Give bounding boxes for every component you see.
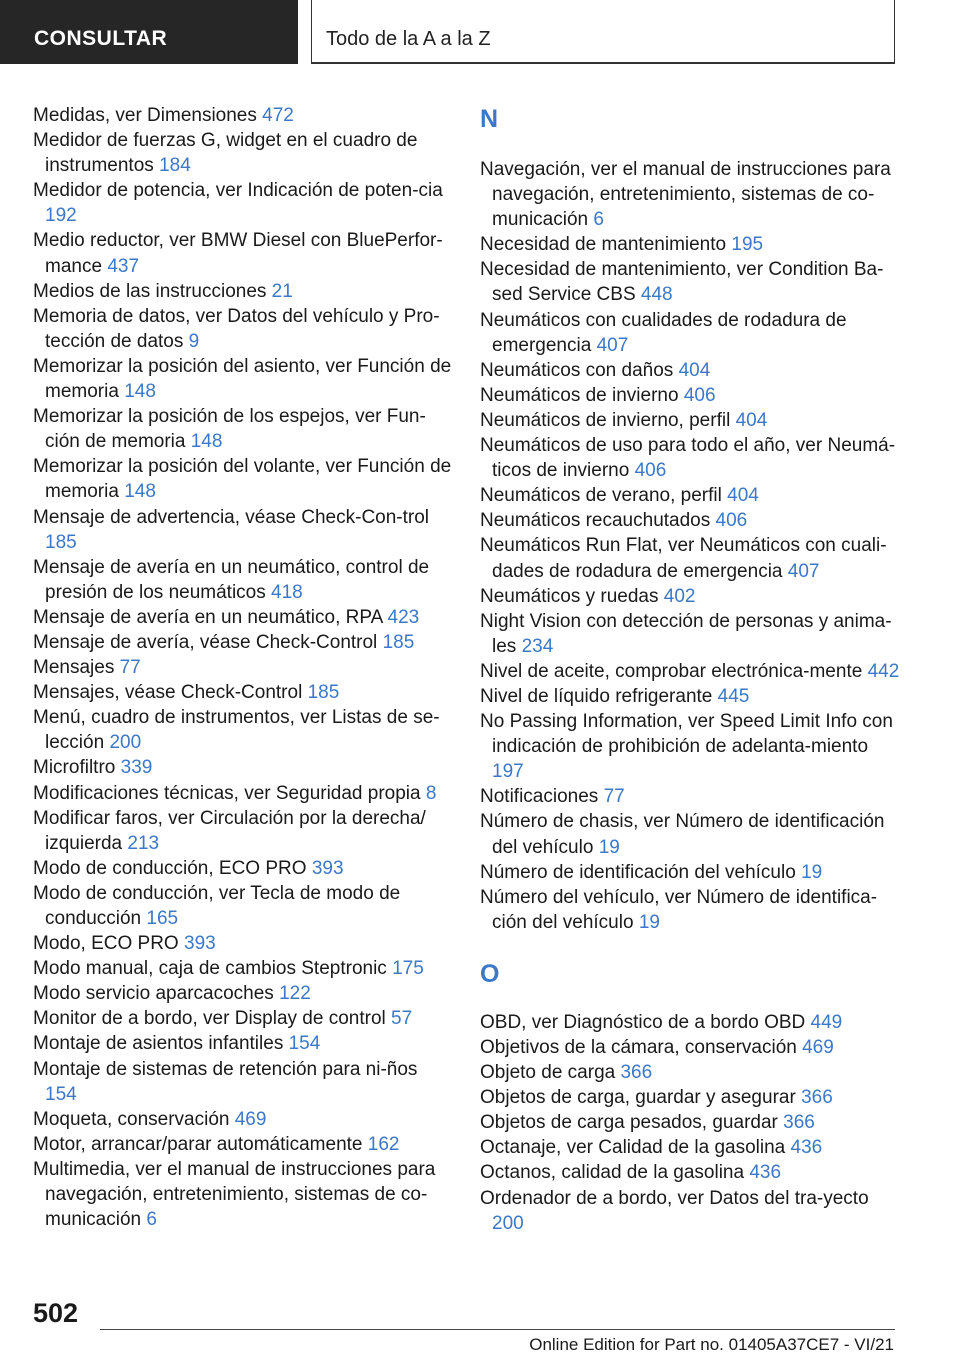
- page-reference-link[interactable]: 192: [45, 205, 77, 227]
- chapter-title: Todo de la A a la Z: [311, 0, 895, 64]
- entry-text: Objeto de carga: [480, 1062, 616, 1084]
- page-reference-link[interactable]: 234: [521, 635, 554, 657]
- index-entry: [480, 483, 900, 508]
- page-reference-link[interactable]: 404: [678, 359, 711, 381]
- index-entry: [480, 1135, 900, 1160]
- page-reference-link[interactable]: 6: [593, 209, 604, 231]
- entry-text: Modo de conducción, ECO PRO: [33, 857, 307, 879]
- index-entry: [480, 659, 900, 684]
- index-entry: [33, 1157, 453, 1232]
- page-reference-link[interactable]: 469: [234, 1108, 267, 1130]
- index-entry: [33, 505, 453, 555]
- index-column-right: [480, 103, 900, 1236]
- entry-text: Objetos de carga pesados, guardar: [480, 1112, 778, 1134]
- index-entry: [480, 1035, 900, 1060]
- index-entry: [480, 1010, 900, 1035]
- index-entry: [480, 508, 900, 533]
- entry-text: Neumáticos con daños: [480, 359, 674, 381]
- page-reference-link[interactable]: 148: [124, 381, 156, 403]
- entry-text: Medidas, ver Dimensiones: [33, 105, 257, 126]
- index-entry: [33, 605, 453, 630]
- page-reference-link[interactable]: 19: [801, 861, 823, 883]
- entry-text: Modo de conducción, ver Tecla de modo de conducción: [33, 882, 401, 929]
- index-entry: [480, 408, 900, 433]
- page-header: [0, 0, 960, 66]
- page-reference-link[interactable]: 449: [810, 1011, 843, 1033]
- entry-text: Memorizar la posición del volante, ver Función de memoria: [33, 456, 452, 503]
- index-entry: [480, 257, 900, 307]
- page-reference-link[interactable]: 175: [392, 958, 424, 980]
- entry-text: No Passing Information, ver Speed Limit Info con indicación de prohibición de adelanta‐miento: [480, 711, 893, 758]
- page-reference-link[interactable]: 185: [45, 531, 77, 553]
- section-tab[interactable]: CONSULTAR: [0, 0, 298, 64]
- entry-text: Memorizar la posición del asiento, ver Función de memoria: [33, 355, 452, 403]
- entry-text: Mensaje de avería en un neumático, RPA: [33, 606, 383, 628]
- index-entry: [480, 157, 900, 232]
- section-letter-o: O: [480, 959, 500, 988]
- entry-text: Mensaje de avería, véase Check-Control: [33, 631, 378, 653]
- page-reference-link[interactable]: 407: [596, 334, 629, 356]
- index-entry: [33, 755, 453, 780]
- index-column-left: [33, 103, 453, 1232]
- page-reference-link[interactable]: 406: [715, 510, 748, 532]
- page-reference-link[interactable]: 366: [783, 1112, 815, 1134]
- entry-text: Ordenador de a bordo, ver Datos del tra‐yecto: [480, 1187, 869, 1209]
- page-reference-link[interactable]: 437: [107, 255, 140, 277]
- entry-text: Mensaje de avería en un neumático, control de presión de los neumáticos: [33, 556, 430, 603]
- page-reference-link[interactable]: 213: [127, 832, 160, 854]
- index-entry: [480, 885, 900, 935]
- index-entry: [33, 781, 453, 806]
- entry-text: Montaje de asientos infantiles: [33, 1033, 284, 1055]
- entry-text: Modo manual, caja de cambios Steptronic: [33, 958, 387, 980]
- page-reference-link[interactable]: 19: [598, 836, 620, 858]
- page-reference-link[interactable]: 165: [146, 908, 179, 929]
- entry-text: Memorizar la posición de los espejos, ver Fun‐ción de memoria: [33, 406, 426, 453]
- index-entry: [480, 1160, 900, 1185]
- entry-text: Night Vision con detección de personas y anima‐les: [480, 610, 892, 657]
- index-entry: [33, 1057, 453, 1107]
- index-entry: [480, 1085, 900, 1110]
- page-reference-link[interactable]: 9: [188, 330, 200, 352]
- index-entry: [33, 279, 453, 304]
- page-reference-link[interactable]: 407: [787, 560, 820, 582]
- page-reference-link[interactable]: 200: [492, 1212, 524, 1234]
- index-entry: [33, 806, 453, 856]
- page-reference-link[interactable]: 393: [311, 857, 344, 879]
- index-entry: [480, 1110, 900, 1135]
- index-entry: [33, 655, 453, 680]
- index-list-o: [480, 1010, 900, 1236]
- index-entry: [33, 1031, 453, 1056]
- entry-text: Número de chasis, ver Número de identificación del vehículo: [480, 811, 885, 858]
- index-entry: [33, 680, 453, 705]
- index-entry: [480, 860, 900, 885]
- page-reference-link[interactable]: 200: [109, 732, 142, 754]
- edition-note: Online Edition for Part no. 01405A37CE7 - VI/21: [529, 1335, 894, 1354]
- entry-text: Mensaje de advertencia, véase Check-Con‐trol: [33, 506, 430, 528]
- index-list-m: [33, 103, 453, 1232]
- index-entry: [480, 232, 900, 257]
- index-entry: [33, 1132, 453, 1157]
- index-entry: [33, 856, 453, 881]
- index-entry: [480, 709, 900, 784]
- page-reference-link[interactable]: 21: [271, 280, 293, 302]
- entry-text: Neumáticos recauchutados: [480, 510, 711, 532]
- page-reference-link[interactable]: 77: [603, 786, 625, 808]
- entry-text: Notificaciones: [480, 786, 599, 808]
- page-reference-link[interactable]: 184: [159, 155, 191, 177]
- index-entry: [33, 705, 453, 755]
- entry-text: Neumáticos y ruedas: [480, 585, 659, 607]
- entry-text: Necesidad de mantenimiento: [480, 234, 727, 256]
- index-entry: [33, 404, 453, 454]
- entry-text: Neumáticos de invierno, perfil: [480, 409, 731, 431]
- index-entry: [480, 584, 900, 609]
- index-entry: [480, 684, 900, 709]
- page-reference-link[interactable]: 436: [749, 1162, 782, 1184]
- index-entry: [33, 1006, 453, 1031]
- index-entry: [480, 308, 900, 358]
- entry-text: Necesidad de mantenimiento, ver Condition Ba‐sed Service CBS: [480, 259, 884, 306]
- index-entry: [33, 103, 453, 128]
- entry-text: Mensajes, véase Check-Control: [33, 682, 303, 704]
- entry-text: Neumáticos de uso para todo el año, ver Neumá‐ticos de invierno: [480, 435, 896, 482]
- page-reference-link[interactable]: 8: [425, 782, 437, 804]
- page-reference-link[interactable]: 19: [638, 911, 660, 933]
- page-reference-link[interactable]: 148: [190, 431, 223, 453]
- index-entry: [33, 1107, 453, 1132]
- page-reference-link[interactable]: 402: [663, 585, 696, 607]
- index-entry: [480, 1060, 900, 1085]
- index-entry: [480, 809, 900, 859]
- entry-text: Neumáticos Run Flat, ver Neumáticos con cuali‐dades de rodadura de emergencia: [480, 535, 887, 582]
- entry-text: Neumáticos de invierno: [480, 384, 679, 406]
- page-reference-link[interactable]: 404: [727, 485, 759, 507]
- entry-text: Microfiltro: [33, 757, 116, 779]
- entry-text: OBD, ver Diagnóstico de a bordo OBD: [480, 1011, 806, 1033]
- section-letter-n: N: [480, 105, 499, 133]
- index-entry: [480, 358, 900, 383]
- entry-text: Objetos de carga, guardar y asegurar: [480, 1087, 796, 1109]
- index-entry: [33, 956, 453, 981]
- index-entry: [33, 354, 453, 404]
- page-reference-link[interactable]: 6: [146, 1209, 157, 1231]
- page-reference-link[interactable]: 162: [367, 1133, 400, 1155]
- entry-text: Octanaje, ver Calidad de la gasolina: [480, 1137, 786, 1159]
- index-section-n: [480, 103, 900, 935]
- entry-text: Mensajes: [33, 657, 115, 679]
- footer-divider: [100, 1329, 895, 1330]
- page-reference-link[interactable]: 418: [271, 581, 303, 603]
- entry-text: Medio reductor, ver BMW Diesel con BluePerfor‐mance: [33, 230, 443, 277]
- index-entry: [33, 128, 453, 178]
- index-entry: [33, 630, 453, 655]
- page-reference-link[interactable]: 406: [634, 460, 667, 482]
- index-list-n: [480, 157, 900, 935]
- page-reference-link[interactable]: 404: [735, 409, 768, 431]
- index-entry: [33, 981, 453, 1006]
- index-entry: [33, 454, 453, 504]
- page-reference-link[interactable]: 154: [45, 1083, 77, 1105]
- page-reference-link[interactable]: 148: [124, 481, 156, 503]
- index-entry: [480, 784, 900, 809]
- index-entry: [33, 881, 453, 931]
- entry-text: Monitor de a bordo, ver Display de control: [33, 1008, 386, 1030]
- entry-text: Neumáticos con cualidades de rodadura de emergencia: [480, 309, 847, 356]
- entry-text: Número del vehículo, ver Número de identifica‐ción del vehículo: [480, 886, 878, 933]
- page-reference-link[interactable]: 185: [307, 682, 340, 704]
- entry-text: Número de identificación del vehículo: [480, 861, 796, 883]
- entry-text: Multimedia, ver el manual de instrucciones para navegación, entretenimiento, sistemas de co‐municación: [33, 1158, 436, 1231]
- index-entry: [480, 609, 900, 659]
- entry-text: Memoria de datos, ver Datos del vehículo y Pro‐tección de datos: [33, 305, 440, 352]
- entry-text: Octanos, calidad de la gasolina: [480, 1162, 745, 1184]
- page-reference-link[interactable]: 423: [387, 606, 420, 628]
- index-section-o: [480, 958, 900, 1236]
- page-reference-link[interactable]: 436: [790, 1137, 823, 1159]
- index-entry: [480, 433, 900, 483]
- entry-text: Menú, cuadro de instrumentos, ver Listas de se‐lección: [33, 707, 440, 754]
- entry-text: Medios de las instrucciones: [33, 280, 267, 302]
- page-reference-link[interactable]: 339: [120, 757, 153, 779]
- entry-text: Modificar faros, ver Circulación por la derecha/ izquierda: [33, 807, 426, 854]
- index-entry: [480, 1186, 900, 1236]
- entry-text: Medidor de fuerzas G, widget en el cuadro de instrumentos: [33, 130, 418, 177]
- entry-text: Modo, ECO PRO: [33, 933, 179, 955]
- entry-text: Medidor de potencia, ver Indicación de poten‐cia: [33, 180, 443, 202]
- index-entry: [480, 533, 900, 583]
- page-reference-link[interactable]: 185: [382, 631, 415, 653]
- index-entry: [480, 383, 900, 408]
- page-reference-link[interactable]: 393: [184, 933, 216, 955]
- index-entry: [33, 228, 453, 278]
- page-reference-link[interactable]: 469: [802, 1037, 834, 1058]
- entry-text: Motor, arrancar/parar automáticamente: [33, 1133, 363, 1155]
- entry-text: Moqueta, conservación: [33, 1108, 230, 1130]
- page-reference-link[interactable]: 122: [279, 983, 311, 1005]
- page-reference-link[interactable]: 448: [640, 284, 673, 306]
- index-entry: [33, 931, 453, 956]
- entry-text: Neumáticos de verano, perfil: [480, 485, 722, 507]
- page-reference-link[interactable]: 366: [801, 1087, 833, 1109]
- entry-text: Modificaciones técnicas, ver Seguridad propia: [33, 782, 421, 804]
- page-reference-link[interactable]: 406: [683, 384, 716, 406]
- index-entry: [33, 178, 453, 228]
- page-number: 502: [33, 1298, 79, 1328]
- page-reference-link[interactable]: 366: [620, 1062, 653, 1084]
- entry-text: Navegación, ver el manual de instrucciones para navegación, entretenimiento, sistemas de co‐municación: [480, 159, 891, 231]
- index-entry: [33, 304, 453, 354]
- index-entry: [33, 555, 453, 605]
- entry-text: Nivel de aceite, comprobar electrónica‐mente: [480, 660, 863, 682]
- page-reference-link[interactable]: 154: [288, 1033, 321, 1055]
- page-reference-link[interactable]: 445: [717, 685, 750, 707]
- entry-text: Nivel de líquido refrigerante: [480, 685, 713, 707]
- page-reference-link[interactable]: 195: [731, 234, 764, 256]
- page-reference-link[interactable]: 472: [262, 105, 294, 126]
- page-reference-link[interactable]: 77: [119, 657, 141, 679]
- entry-text: Objetivos de la cámara, conservación: [480, 1037, 797, 1058]
- page-reference-link[interactable]: 57: [391, 1008, 413, 1030]
- entry-text: Montaje de sistemas de retención para ni‐ños: [33, 1058, 418, 1080]
- page-reference-link[interactable]: 442: [867, 660, 900, 682]
- page-reference-link[interactable]: 197: [492, 761, 524, 783]
- entry-text: Modo servicio aparcacoches: [33, 983, 274, 1005]
